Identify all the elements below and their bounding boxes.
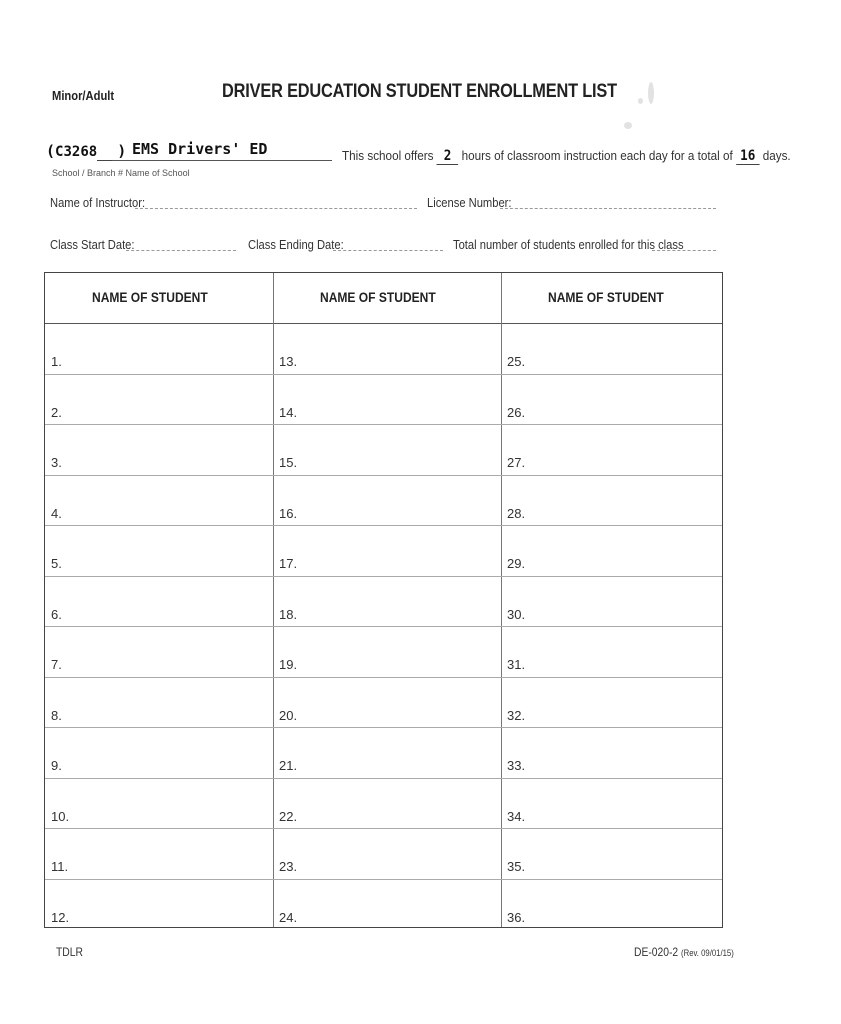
offers-prefix: This school offers	[342, 148, 434, 163]
student-row-number[interactable]: 7.	[51, 657, 62, 672]
student-row-number[interactable]: 13.	[279, 354, 298, 369]
form-code: DE-020-2	[634, 945, 679, 959]
student-row-number[interactable]: 15.	[279, 455, 298, 470]
student-row-number[interactable]: 18.	[279, 606, 298, 622]
instructor-label: Name of Instructor:	[50, 195, 146, 210]
footer-agency: TDLR	[56, 945, 83, 959]
class-end-input[interactable]	[333, 238, 443, 251]
student-row-number[interactable]: 31.	[507, 657, 526, 672]
student-row-number[interactable]: 1.	[51, 354, 62, 369]
student-row-number[interactable]: 33.	[507, 758, 526, 773]
student-row-number[interactable]: 4.	[51, 505, 62, 521]
student-row-number[interactable]: 32.	[507, 707, 526, 723]
row-divider	[45, 576, 722, 577]
student-row-number[interactable]: 19.	[279, 657, 298, 672]
student-row-number[interactable]: 11.	[51, 859, 69, 874]
student-row-number[interactable]: 28.	[507, 505, 526, 521]
student-row-number[interactable]: 34.	[507, 808, 526, 824]
table-header	[45, 273, 722, 324]
row-divider	[45, 626, 722, 627]
school-name-value: EMS Drivers' ED	[132, 140, 268, 158]
scan-smudge	[624, 122, 632, 129]
column-header: NAME OF STUDENT	[319, 289, 436, 305]
student-row-number[interactable]: 23.	[279, 859, 298, 874]
class-start-label: Class Start Date:	[50, 237, 135, 252]
class-start-input[interactable]	[126, 238, 236, 251]
student-row-number[interactable]: 5.	[51, 556, 62, 571]
student-row-number[interactable]: 16.	[279, 505, 298, 521]
enrollment-table	[44, 272, 723, 928]
scan-smudge	[648, 82, 654, 104]
student-row-number[interactable]: 36.	[507, 909, 526, 925]
classroom-hours-sentence	[342, 148, 841, 165]
offers-middle: hours of classroom instruction each day for a total of	[461, 148, 733, 163]
student-row-number[interactable]: 12.	[51, 909, 70, 925]
column-header: NAME OF STUDENT	[547, 289, 664, 305]
school-sub-label: School / Branch # Name of School	[52, 168, 190, 178]
student-row-number[interactable]: 22.	[279, 808, 298, 824]
student-row-number[interactable]: 27.	[507, 455, 526, 470]
row-divider	[45, 778, 722, 779]
school-name-field[interactable]	[112, 140, 332, 161]
student-row-number[interactable]: 26.	[507, 404, 526, 420]
hours-value[interactable]: 2	[437, 148, 459, 165]
student-row-number[interactable]: 20.	[279, 707, 298, 723]
total-students-input[interactable]	[652, 238, 716, 251]
student-row-number[interactable]: 35.	[507, 859, 526, 874]
class-end-label: Class Ending Date:	[248, 237, 344, 252]
license-label: License Number:	[427, 195, 512, 210]
license-input[interactable]	[500, 196, 716, 209]
row-divider	[45, 677, 722, 678]
student-row-number[interactable]: 10.	[51, 808, 70, 824]
form-title: DRIVER EDUCATION STUDENT ENROLLMENT LIST	[222, 81, 617, 102]
row-divider	[45, 879, 722, 880]
offers-suffix: days.	[762, 148, 791, 163]
row-divider	[45, 374, 722, 375]
instructor-input[interactable]	[135, 196, 417, 209]
scan-smudge	[638, 98, 643, 104]
student-row-number[interactable]: 17.	[279, 556, 298, 571]
row-divider	[45, 525, 722, 526]
row-divider	[45, 727, 722, 728]
row-divider	[45, 828, 722, 829]
student-row-number[interactable]: 25.	[507, 354, 526, 369]
student-row-number[interactable]: 6.	[51, 606, 62, 622]
student-row-number[interactable]: 29.	[507, 556, 526, 571]
column-header: NAME OF STUDENT	[91, 289, 208, 305]
student-row-number[interactable]: 8.	[51, 707, 62, 723]
row-divider	[45, 475, 722, 476]
paren-close: )	[117, 142, 127, 160]
total-students-label: Total number of students enrolled for this class	[453, 237, 684, 252]
student-row-number[interactable]: 3.	[51, 455, 62, 470]
student-row-number[interactable]: 14.	[279, 404, 298, 420]
student-row-number[interactable]: 30.	[507, 606, 526, 622]
footer-form-code	[634, 945, 750, 959]
days-value[interactable]: 16	[736, 148, 759, 165]
minor-adult-label: Minor/Adult	[52, 88, 115, 103]
student-row-number[interactable]: 2.	[51, 404, 62, 420]
student-row-number[interactable]: 21.	[279, 758, 298, 773]
row-divider	[45, 424, 722, 425]
form-revision: (Rev. 09/01/15)	[681, 948, 734, 958]
student-row-number[interactable]: 24.	[279, 909, 298, 925]
student-row-number[interactable]: 9.	[51, 758, 62, 773]
paren-open: (	[46, 142, 56, 160]
branch-number-value: C3268	[55, 144, 98, 160]
